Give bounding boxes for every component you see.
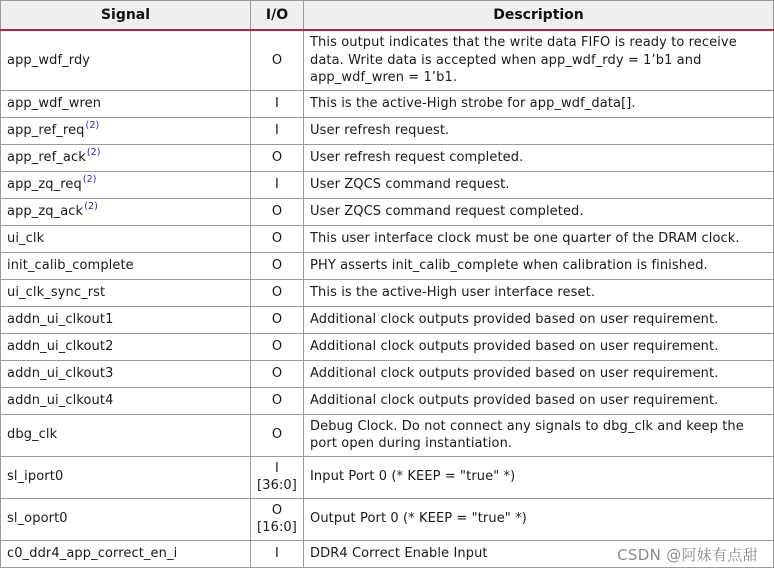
column-header-io: I/O <box>251 1 304 31</box>
description-cell: Additional clock outputs provided based on user requirement. <box>304 306 774 333</box>
description-cell: Additional clock outputs provided based on user requirement. <box>304 360 774 387</box>
description-cell: This output indicates that the write data FIFO is ready to receive data. Write data is accepted when app_wdf_rdy = 1’b1 and app_wdf_wren = 1’b1. <box>304 30 774 90</box>
io-width: [16:0] <box>257 520 297 535</box>
description-cell: User ZQCS command request completed. <box>304 198 774 225</box>
description-cell: User refresh request completed. <box>304 144 774 171</box>
description-cell: This is the active-High strobe for app_wdf_data[]. <box>304 90 774 117</box>
signal-cell: app_ref_ack$^{(2)}$ <box>1 144 251 171</box>
io-cell: O <box>251 414 304 456</box>
table-row <box>1 306 774 333</box>
column-header-description: Description <box>304 1 774 31</box>
signal-cell: init_calib_complete <box>1 252 251 279</box>
table-row <box>1 171 774 198</box>
io-cell: I <box>251 117 304 144</box>
io-cell: O <box>251 30 304 90</box>
io-cell: O <box>251 360 304 387</box>
io-width: [36:0] <box>257 478 297 493</box>
footnote-marker: (2) <box>82 173 97 185</box>
io-cell: O <box>251 144 304 171</box>
column-header-signal: Signal <box>1 1 251 31</box>
table-row <box>1 456 774 498</box>
table-row <box>1 279 774 306</box>
table-row <box>1 333 774 360</box>
table-row <box>1 252 774 279</box>
description-cell: PHY asserts init_calib_complete when calibration is finished. <box>304 252 774 279</box>
io-cell: I <box>251 540 304 567</box>
table-header-row <box>1 1 774 31</box>
signal-cell: app_zq_req$^{(2)}$ <box>1 171 251 198</box>
io-cell: O <box>251 333 304 360</box>
table-row <box>1 360 774 387</box>
description-cell: This is the active-High user interface reset. <box>304 279 774 306</box>
description-cell: Additional clock outputs provided based on user requirement. <box>304 387 774 414</box>
signal-cell: ui_clk <box>1 225 251 252</box>
description-cell: Additional clock outputs provided based on user requirement. <box>304 333 774 360</box>
io-cell: O <box>251 252 304 279</box>
io-cell: I [36:0] <box>251 456 304 498</box>
io-cell: O <box>251 225 304 252</box>
description-cell: DDR4 Correct Enable Input <box>304 540 774 567</box>
table-body <box>1 30 774 567</box>
signal-cell: app_wdf_rdy <box>1 30 251 90</box>
description-cell: User ZQCS command request. <box>304 171 774 198</box>
description-cell: Output Port 0 (* KEEP = "true" *) <box>304 498 774 540</box>
table-row <box>1 90 774 117</box>
table-row <box>1 30 774 90</box>
description-cell: User refresh request. <box>304 117 774 144</box>
signal-cell: sl_oport0 <box>1 498 251 540</box>
io-cell: O <box>251 198 304 225</box>
signal-cell: app_zq_ack$^{(2)}$ <box>1 198 251 225</box>
footnote-marker: (2) <box>86 146 101 158</box>
watermark: CSDN @阿妹有点甜 <box>617 546 758 564</box>
description-cell: Input Port 0 (* KEEP = "true" *) <box>304 456 774 498</box>
table-row <box>1 198 774 225</box>
table-row <box>1 144 774 171</box>
io-cell: I <box>251 90 304 117</box>
table-row <box>1 387 774 414</box>
table-row <box>1 414 774 456</box>
io-cell: I <box>251 171 304 198</box>
table-row <box>1 225 774 252</box>
io-cell: O [16:0] <box>251 498 304 540</box>
signal-cell: c0_ddr4_app_correct_en_i <box>1 540 251 567</box>
signal-cell: app_wdf_wren <box>1 90 251 117</box>
signal-cell: addn_ui_clkout1 <box>1 306 251 333</box>
io-cell: O <box>251 387 304 414</box>
footnote-marker: (2) <box>84 200 98 212</box>
signal-cell: dbg_clk <box>1 414 251 456</box>
signal-cell: app_ref_req$^{(2)}$ <box>1 117 251 144</box>
signal-cell: addn_ui_clkout2 <box>1 333 251 360</box>
signal-cell: addn_ui_clkout4 <box>1 387 251 414</box>
signal-cell: sl_iport0 <box>1 456 251 498</box>
io-cell: O <box>251 306 304 333</box>
table-row <box>1 498 774 540</box>
table-row <box>1 117 774 144</box>
footnote-marker: (2) <box>85 119 100 131</box>
signal-cell: ui_clk_sync_rst <box>1 279 251 306</box>
io-cell: O <box>251 279 304 306</box>
description-cell: Debug Clock. Do not connect any signals to dbg_clk and keep the port open during instantiation. <box>304 414 774 456</box>
signal-cell: addn_ui_clkout3 <box>1 360 251 387</box>
description-cell: This user interface clock must be one quarter of the DRAM clock. <box>304 225 774 252</box>
